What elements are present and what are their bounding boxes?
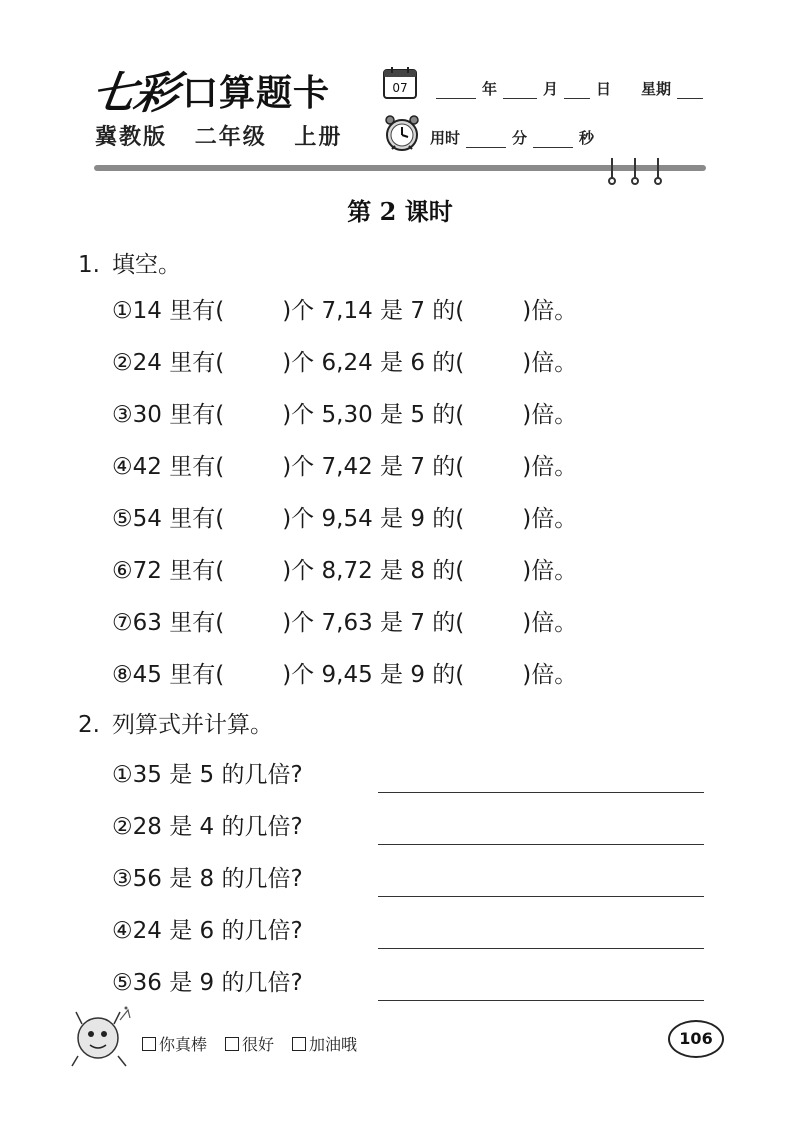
item-text-b: 9 (321, 662, 337, 688)
item-text-li_you: 里有( (161, 454, 225, 480)
item-text-b2: 7 (410, 454, 425, 480)
item-text-marker: ⑧ (112, 662, 133, 688)
second-blank[interactable] (533, 133, 573, 148)
page-number: 106 (668, 1020, 724, 1058)
rating-good-label: 很好 (242, 1035, 275, 1054)
rating-good[interactable] (225, 1032, 274, 1055)
item-text-marker: ⑦ (112, 610, 133, 636)
date-fill-row (430, 78, 709, 99)
item-text-bei: )倍。 (522, 506, 578, 532)
item-text-bei: )倍。 (522, 298, 578, 324)
item-text-marker: ⑤ (112, 506, 133, 532)
answer-line[interactable] (378, 844, 704, 845)
item-text-b2: 9 (410, 662, 425, 688)
item-text-marker: ① (112, 298, 133, 324)
item-text-b: 7 (321, 454, 337, 480)
item-text-a2: 72 (343, 558, 373, 584)
edition-grade: 二年级 (194, 125, 267, 150)
day-blank[interactable] (564, 84, 590, 99)
comma: , (336, 558, 344, 584)
item-text-shi: 是 (372, 350, 411, 376)
calc-question: ③56 是 8 的几倍? (112, 866, 303, 892)
item-text-a: 45 (132, 662, 162, 688)
item-text-ge: )个 (282, 610, 322, 636)
item-text-ge: )个 (282, 454, 322, 480)
edition-volume: 上册 (294, 125, 343, 150)
item-text-li_you: 里有( (161, 662, 225, 688)
self-rating-group (142, 1032, 357, 1055)
binder-rings-icon (600, 156, 670, 186)
item-text-a: 72 (132, 558, 162, 584)
calc-question: ②28 是 4 的几倍? (112, 814, 303, 840)
day-label: 日 (596, 80, 612, 98)
item-text-de: 的( (425, 558, 465, 584)
item-text-shi: 是 (372, 402, 411, 428)
checkbox-icon[interactable] (225, 1037, 239, 1051)
comma: , (336, 662, 344, 688)
fill-in-item (112, 502, 577, 536)
item-text-bei: )倍。 (522, 350, 578, 376)
second-label: 秒 (579, 129, 595, 147)
alarm-clock-icon (382, 114, 422, 152)
item-text-de: 的( (425, 610, 465, 636)
edition-line (95, 120, 360, 151)
item-text-de: 的( (425, 454, 465, 480)
answer-line[interactable] (378, 948, 704, 949)
item-text-b2: 7 (410, 298, 425, 324)
item-text-b: 7 (321, 610, 337, 636)
time-fill-row (430, 127, 594, 148)
item-text-shi: 是 (372, 558, 411, 584)
item-text-b2: 6 (410, 350, 425, 376)
item-text-shi: 是 (372, 506, 411, 532)
comma: , (336, 298, 344, 324)
lesson-title: 第 2 课时 (347, 197, 453, 226)
item-text-marker: ② (112, 350, 133, 376)
year-blank[interactable] (436, 84, 476, 99)
item-text-bei: )倍。 (522, 558, 578, 584)
item-text-a: 14 (132, 298, 162, 324)
item-text-ge: )个 (282, 350, 322, 376)
item-text-a: 63 (132, 610, 162, 636)
item-text-marker: ⑥ (112, 558, 133, 584)
logo-qicai: 七彩 (88, 68, 180, 119)
calc-question: ④24 是 6 的几倍? (112, 918, 303, 944)
item-text-bei: )倍。 (522, 402, 578, 428)
answer-line[interactable] (378, 896, 704, 897)
fill-in-item (112, 294, 577, 328)
fill-in-item (112, 346, 577, 380)
item-text-ge: )个 (282, 402, 322, 428)
item-text-shi: 是 (372, 454, 411, 480)
fill-in-item (112, 398, 577, 432)
answer-line[interactable] (378, 792, 704, 793)
item-text-a: 30 (132, 402, 162, 428)
item-text-b2: 9 (410, 506, 425, 532)
section-1-title: 填空。 (111, 252, 181, 278)
item-text-bei: )倍。 (522, 454, 578, 480)
section-2-number: 2. (78, 712, 100, 738)
calendar-icon (382, 66, 418, 100)
fill-in-item (112, 554, 577, 588)
weekday-blank[interactable] (677, 84, 703, 99)
item-text-li_you: 里有( (161, 298, 225, 324)
item-text-b2: 5 (410, 402, 425, 428)
item-text-a2: 30 (343, 402, 373, 428)
item-text-marker: ④ (112, 454, 133, 480)
edition-publisher: 冀教版 (95, 125, 168, 150)
item-text-de: 的( (425, 662, 465, 688)
item-text-b2: 8 (410, 558, 425, 584)
comma: , (336, 610, 344, 636)
calc-question: ⑤36 是 9 的几倍? (112, 970, 303, 996)
minute-label: 分 (512, 129, 528, 147)
item-text-shi: 是 (372, 662, 411, 688)
item-text-a: 24 (132, 350, 162, 376)
logo-title: 口算题卡 (182, 73, 331, 114)
item-text-a2: 42 (343, 454, 373, 480)
item-text-bei: )倍。 (522, 662, 578, 688)
rating-keep-going[interactable] (292, 1032, 357, 1055)
answer-line[interactable] (378, 1000, 704, 1001)
item-text-shi: 是 (372, 298, 411, 324)
section-1-heading (78, 246, 181, 279)
item-text-de: 的( (425, 298, 465, 324)
time-used-label: 用时 (430, 129, 461, 147)
minute-blank[interactable] (466, 133, 506, 148)
fill-in-item (112, 606, 577, 640)
checkbox-icon[interactable] (292, 1037, 306, 1051)
item-text-de: 的( (425, 506, 465, 532)
item-text-li_you: 里有( (161, 506, 225, 532)
item-text-a2: 14 (343, 298, 373, 324)
comma: , (336, 402, 344, 428)
section-1-number: 1. (78, 252, 100, 278)
item-text-a2: 45 (343, 662, 373, 688)
item-text-b: 6 (321, 350, 337, 376)
comma: , (336, 506, 344, 532)
item-text-marker: ③ (112, 402, 133, 428)
year-label: 年 (482, 80, 498, 98)
calc-question: ①35 是 5 的几倍? (112, 762, 303, 788)
item-text-b: 5 (321, 402, 337, 428)
item-text-a2: 54 (343, 506, 373, 532)
brand-logo (88, 66, 331, 119)
section-2-title: 列算式并计算。 (111, 712, 273, 738)
item-text-a2: 63 (343, 610, 373, 636)
calendar-number: 07 (392, 81, 408, 95)
weekday-label: 星期 (641, 80, 672, 98)
item-text-b2: 7 (410, 610, 425, 636)
fill-in-item (112, 658, 577, 692)
item-text-li_you: 里有( (161, 402, 225, 428)
rating-excellent-label: 你真棒 (159, 1035, 208, 1054)
item-text-ge: )个 (282, 558, 322, 584)
item-text-a2: 24 (343, 350, 373, 376)
rating-keep-going-label: 加油哦 (309, 1035, 358, 1054)
item-text-li_you: 里有( (161, 350, 225, 376)
item-text-de: 的( (425, 350, 465, 376)
checkbox-icon[interactable] (142, 1037, 156, 1051)
mascot-illustration (68, 1004, 136, 1070)
item-text-b: 9 (321, 506, 337, 532)
item-text-a: 42 (132, 454, 162, 480)
comma: , (336, 454, 344, 480)
item-text-shi: 是 (372, 610, 411, 636)
item-text-li_you: 里有( (161, 610, 225, 636)
item-text-a: 54 (132, 506, 162, 532)
month-label: 月 (543, 80, 559, 98)
item-text-de: 的( (425, 402, 465, 428)
item-text-b: 7 (321, 298, 337, 324)
rating-excellent[interactable] (142, 1032, 207, 1055)
month-blank[interactable] (503, 84, 537, 99)
comma: , (336, 350, 344, 376)
item-text-li_you: 里有( (161, 558, 225, 584)
item-text-ge: )个 (282, 506, 322, 532)
item-text-ge: )个 (282, 298, 322, 324)
item-text-ge: )个 (282, 662, 322, 688)
item-text-b: 8 (321, 558, 337, 584)
section-2-heading (78, 706, 273, 739)
item-text-bei: )倍。 (522, 610, 578, 636)
fill-in-item (112, 450, 577, 484)
